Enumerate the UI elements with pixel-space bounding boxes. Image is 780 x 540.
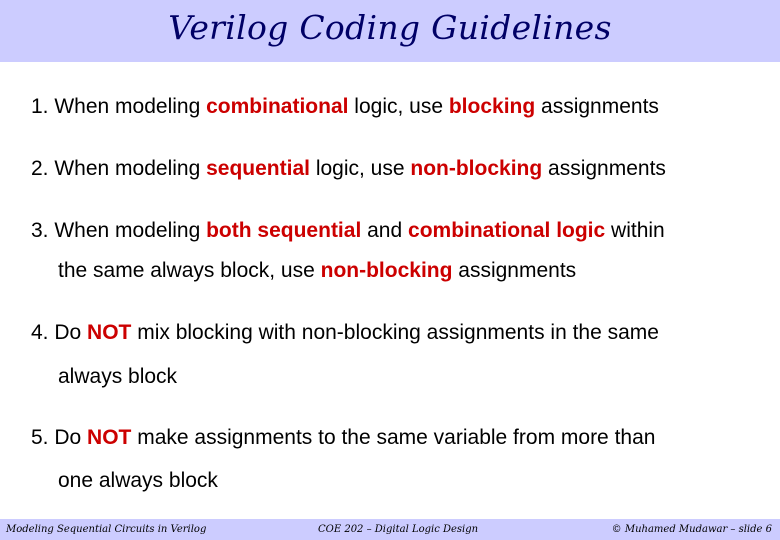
guideline-number: 3. [31,219,55,242]
guideline-text: the same always block, use [58,259,321,282]
footer-bar [0,519,780,540]
guideline-text: Do [54,426,88,449]
guideline-text: assignments [535,95,659,118]
guideline-5-continuation [58,469,218,493]
guideline-text: When modeling [54,219,207,242]
guideline-number: 5. [31,426,55,449]
highlighted-term: combinational [206,95,349,118]
footer-course-name: COE 202 – Digital Logic Design [318,524,479,535]
guideline-text: assignments [542,157,666,180]
highlighted-term: NOT [87,321,132,344]
guideline-text: always block [58,365,178,388]
guideline-number: 2. [31,157,55,180]
guideline-3 [31,219,665,243]
guideline-text: logic, use [309,157,411,180]
highlighted-term: NOT [87,426,132,449]
guideline-text: assignments [452,259,577,282]
highlighted-term: combinational logic [408,219,606,242]
guideline-4 [31,321,659,345]
highlighted-term: blocking [448,95,536,118]
guideline-text: When modeling [54,157,207,180]
guideline-text: Do [54,321,88,344]
guideline-1 [31,95,659,119]
slide-title: Verilog Coding Guidelines [168,8,612,47]
footer-slide-credit: © Muhamed Mudawar – slide 6 [611,524,772,535]
guideline-text: within [605,219,665,242]
highlighted-term: both sequential [206,219,362,242]
guideline-text: logic, use [348,95,449,118]
guideline-text: When modeling [54,95,207,118]
highlighted-term: non-blocking [410,157,543,180]
guideline-text: make assignments to the same variable from more than [131,426,656,449]
highlighted-term: non-blocking [320,259,453,282]
guideline-3-continuation [58,259,576,283]
guideline-number: 4. [31,321,55,344]
guideline-4-continuation [58,365,177,389]
guideline-text: one always block [58,469,218,492]
footer-course-topic: Modeling Sequential Circuits in Verilog [6,524,207,535]
guideline-2 [31,157,666,181]
highlighted-term: sequential [206,157,310,180]
guideline-5 [31,426,655,450]
guideline-text: and [361,219,409,242]
guideline-text: mix blocking with non-blocking assignments in the same [131,321,659,344]
guideline-number: 1. [31,95,55,118]
